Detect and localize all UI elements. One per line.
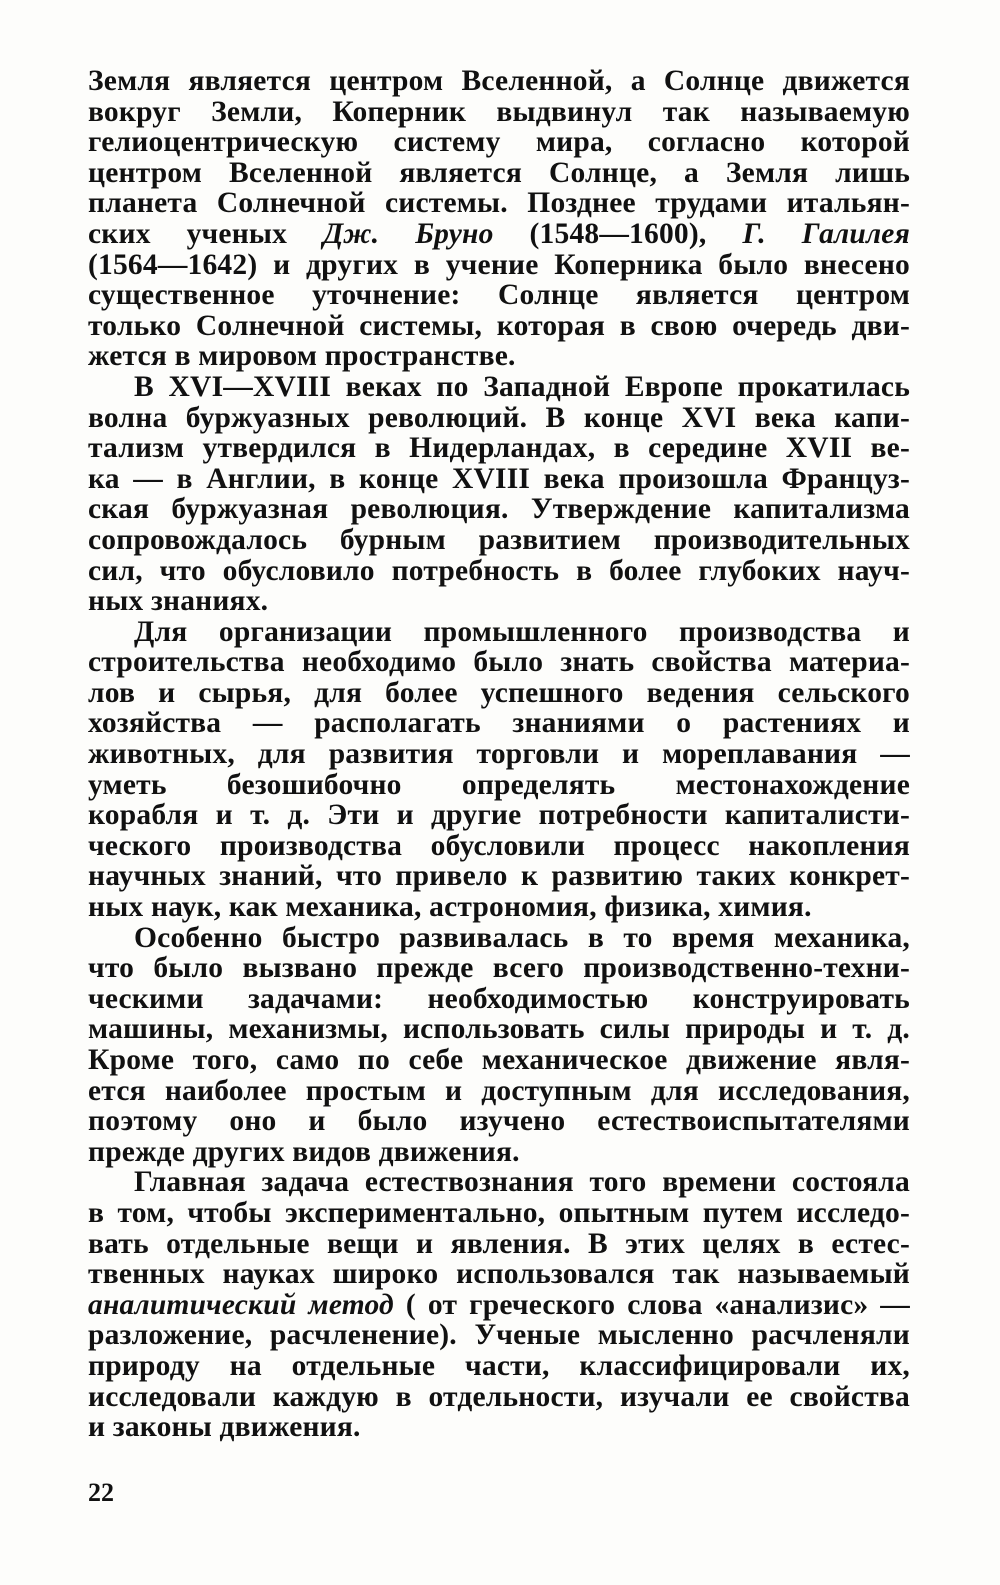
text-line — [88, 1320, 910, 1351]
text-segment: и законы движения. — [88, 1411, 361, 1444]
text-line — [88, 372, 910, 403]
text-line — [88, 1259, 910, 1290]
text-line — [88, 647, 910, 678]
text-segment: планета Солнечной системы. Позднее трудами итальян- — [88, 187, 910, 220]
italic-text: Г. Галилея — [742, 217, 910, 250]
text-segment: вокруг Земли, Коперник выдвинул так называемую — [88, 95, 910, 128]
italic-text: Дж. Бруно — [323, 217, 494, 250]
text-line — [88, 892, 910, 923]
text-segment: в том, чтобы экспериментально, опытным путем исследо- — [88, 1196, 910, 1229]
text-segment: уметь безошибочно определять местонахождение — [88, 768, 910, 801]
text-line — [88, 1382, 910, 1413]
paragraph — [88, 617, 910, 923]
text-segment: Земля является центром Вселенной, а Солнце движется — [88, 65, 910, 97]
text-segment: В XVI—XVIII веках по Западной Европе прокатилась — [134, 370, 910, 403]
text-line — [88, 494, 910, 525]
text-segment: хозяйства — располагать знаниями о растениях и — [88, 707, 910, 740]
text-line — [88, 861, 910, 892]
text-line — [88, 923, 910, 954]
text-line — [88, 158, 910, 189]
text-line — [88, 1167, 910, 1198]
text-line — [88, 586, 910, 617]
text-segment: поэтому оно и было изучено естествоиспытателями — [88, 1105, 910, 1138]
text-segment: что было вызвано прежде всего производственно-техни- — [88, 952, 910, 985]
text-segment: научных знаний, что привело к развитию таких конкрет- — [88, 860, 910, 893]
text-line — [88, 1229, 910, 1260]
text-line — [88, 341, 910, 372]
text-line — [88, 250, 910, 281]
text-segment: центром Вселенной является Солнце, а Земля лишь — [88, 156, 910, 189]
text-segment: ных наук, как механика, астрономия, физика, химия. — [88, 891, 812, 924]
text-line — [88, 127, 910, 158]
text-line — [88, 770, 910, 801]
text-line — [88, 617, 910, 648]
text-segment: ческого производства обусловили процесс накопления — [88, 829, 910, 862]
paragraph — [88, 66, 910, 372]
text-line — [88, 678, 910, 709]
text-line — [88, 800, 910, 831]
text-segment: прежде других видов движения. — [88, 1135, 520, 1168]
text-line — [88, 1137, 910, 1168]
italic-text: аналитический метод — [88, 1288, 394, 1321]
page-number: 22 — [88, 1478, 114, 1507]
text-segment: природу на отдельные части, классифицировали их, — [88, 1349, 910, 1382]
text-segment: ных знаниях. — [88, 585, 269, 618]
paragraph — [88, 372, 910, 617]
text-segment: сил, что обусловило потребность в более глубоких науч- — [88, 554, 910, 587]
text-segment: разложение, расчленение). Ученые мысленно расчленяли — [88, 1319, 910, 1352]
text-line — [88, 1106, 910, 1137]
text-segment: лов и сырья, для более успешного ведения сельского — [88, 676, 910, 709]
text-line — [88, 984, 910, 1015]
text-segment: волна буржуазных революций. В конце XVI века капи- — [88, 401, 910, 434]
text-segment: ется наиболее простым и доступным для исследования, — [88, 1074, 910, 1107]
text-line — [88, 433, 910, 464]
text-segment: тализм утвердился в Нидерландах, в середине XVII ве- — [88, 432, 910, 465]
text-segment: животных, для развития торговли и мореплавания — — [88, 738, 910, 771]
text-segment: гелиоцентрическую систему мира, согласно которой — [88, 126, 910, 159]
text-line — [88, 525, 910, 556]
paragraph — [88, 1167, 910, 1442]
text-line — [88, 311, 910, 342]
text-segment: исследовали каждую в отдельности, изучали ее свойства — [88, 1380, 910, 1413]
text-line — [88, 708, 910, 739]
text-segment: вать отдельные вещи и явления. В этих целях в естес- — [88, 1227, 910, 1260]
text-line — [88, 280, 910, 311]
text-line — [88, 739, 910, 770]
text-segment: ских ученых — [88, 217, 324, 250]
text-line — [88, 188, 910, 219]
text-line — [88, 219, 910, 250]
text-line — [88, 97, 910, 128]
text-segment: корабля и т. д. Эти и другие потребности капиталисти- — [88, 799, 910, 832]
text-line — [88, 1290, 910, 1321]
text-line — [88, 1351, 910, 1382]
text-segment: ческими задачами: необходимостью конструировать — [88, 982, 910, 1015]
text-segment: (1548—1600), — [493, 217, 743, 250]
text-line — [88, 1014, 910, 1045]
text-segment: ка — в Англии, в конце XVIII века произошла Француз- — [88, 462, 910, 495]
text-line — [88, 1076, 910, 1107]
text-segment: Особенно быстро развивалась в то время механика, — [134, 921, 910, 954]
text-line — [88, 1412, 910, 1443]
text-line — [88, 464, 910, 495]
text-segment: сопровождалось бурным развитием производительных — [88, 523, 910, 556]
text-line — [88, 953, 910, 984]
text-segment: только Солнечной системы, которая в свою очередь дви- — [88, 309, 910, 342]
text-segment: строительства необходимо было знать свойства материа- — [88, 646, 910, 679]
body-text — [88, 66, 910, 1443]
text-segment: ская буржуазная революция. Утверждение капитализма — [88, 493, 910, 526]
text-segment: машины, механизмы, использовать силы природы и т. д. — [88, 1013, 910, 1046]
paragraph — [88, 923, 910, 1168]
text-segment: ( от греческого слова «анализис» — — [393, 1288, 910, 1321]
text-line — [88, 1198, 910, 1229]
text-segment: Кроме того, само по себе механическое движение явля- — [88, 1044, 910, 1076]
text-segment: твенных науках широко использовался так называемый — [88, 1258, 910, 1291]
text-segment: жется в мировом пространстве. — [88, 340, 516, 373]
text-segment: Главная задача естествознания того времени состояла — [134, 1166, 910, 1199]
text-line — [88, 1045, 910, 1076]
text-line — [88, 403, 910, 434]
text-segment: Для организации промышленного производства и — [134, 615, 910, 648]
text-line — [88, 556, 910, 587]
text-line — [88, 831, 910, 862]
text-line — [88, 66, 910, 97]
text-segment: (1564—1642) и других в учение Коперника было внесено — [88, 248, 910, 281]
text-segment: существенное уточнение: Солнце является центром — [88, 279, 910, 312]
